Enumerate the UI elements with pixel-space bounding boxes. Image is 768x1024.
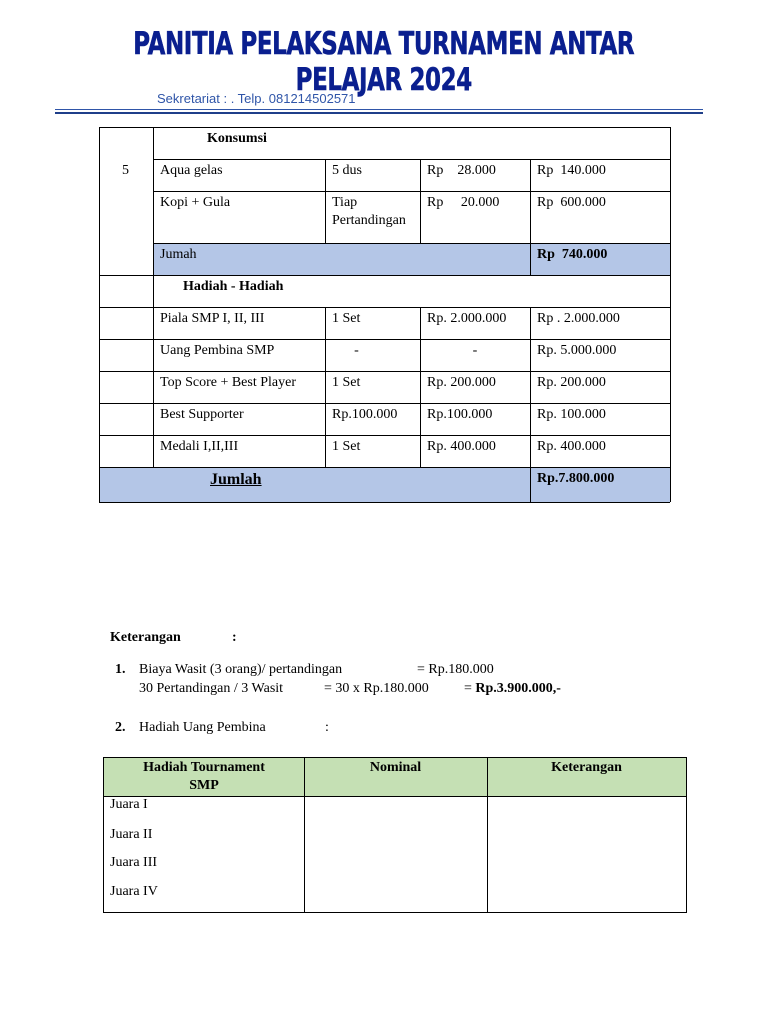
table-border bbox=[99, 127, 670, 128]
item-qty bbox=[325, 191, 413, 230]
hadiah-heading: Hadiah - Hadiah bbox=[183, 279, 284, 294]
subtotal-value: Rp 740.000 bbox=[537, 247, 608, 262]
subtotal-label: Jumah bbox=[160, 247, 197, 262]
item-total: Rp 600.000 bbox=[537, 195, 606, 210]
prize-header-tournament bbox=[104, 758, 304, 797]
header-rule-bottom bbox=[55, 112, 703, 114]
prize-column-divider bbox=[487, 758, 488, 912]
item-qty: 5 dus bbox=[332, 163, 362, 178]
juara-item: Juara I bbox=[110, 797, 148, 812]
juara-item: Juara IV bbox=[110, 884, 158, 899]
prize-header-line2: SMP bbox=[189, 778, 219, 793]
item-qty: - bbox=[354, 343, 359, 358]
wasit-calc-total-value: Rp.3.900.000,- bbox=[475, 681, 561, 696]
item-price: Rp 28.000 bbox=[427, 163, 496, 178]
item-name: Uang Pembina SMP bbox=[160, 343, 275, 358]
item-total: Rp. 5.000.000 bbox=[537, 343, 617, 358]
pembina-text: Hadiah Uang Pembina bbox=[139, 720, 266, 735]
item-total: Rp. 400.000 bbox=[537, 439, 606, 454]
item-price: Rp. 200.000 bbox=[427, 375, 496, 390]
pembina-colon: : bbox=[325, 720, 329, 735]
item-qty-line1: Tiap bbox=[332, 195, 358, 210]
total-value: Rp.7.800.000 bbox=[537, 471, 615, 486]
header-rule-top bbox=[55, 109, 703, 110]
item-qty-line2: Pertandingan bbox=[332, 213, 406, 228]
item-qty: 1 Set bbox=[332, 311, 361, 326]
item-name: Medali I,II,III bbox=[160, 439, 239, 454]
prize-header-keterangan: Keterangan bbox=[487, 758, 686, 797]
prize-column-divider bbox=[304, 758, 305, 912]
item-price: - bbox=[472, 343, 478, 358]
document-title: PANITIA PELAKSANA TURNAMEN ANTAR PELAJAR 2024 bbox=[133, 26, 635, 98]
wasit-calc-total bbox=[464, 680, 561, 698]
wasit-cost-text: Biaya Wasit (3 orang)/ pertandingan bbox=[139, 662, 343, 677]
item-number: 1. bbox=[115, 662, 126, 677]
item-qty: Rp.100.000 bbox=[332, 407, 398, 422]
prize-header-line1: Hadiah Tournament bbox=[143, 760, 265, 775]
item-name: Top Score + Best Player bbox=[160, 375, 297, 390]
table-border bbox=[670, 127, 671, 502]
item-name: Best Supporter bbox=[160, 407, 244, 422]
keterangan-label: Keterangan bbox=[110, 630, 181, 645]
item-price: Rp.100.000 bbox=[427, 407, 493, 422]
wasit-calc-a: 30 Pertandingan / 3 Wasit bbox=[139, 681, 284, 696]
item-qty: 1 Set bbox=[332, 439, 361, 454]
item-name: Piala SMP I, II, III bbox=[160, 311, 265, 326]
juara-item: Juara III bbox=[110, 855, 158, 870]
item-number: 2. bbox=[115, 720, 126, 735]
table-border bbox=[99, 127, 100, 502]
item-qty: 1 Set bbox=[332, 375, 361, 390]
row-number: 5 bbox=[122, 163, 129, 178]
item-total: Rp. 200.000 bbox=[537, 375, 606, 390]
juara-item: Juara II bbox=[110, 827, 153, 842]
item-total: Rp. 100.000 bbox=[537, 407, 606, 422]
item-name: Aqua gelas bbox=[160, 163, 223, 178]
sekretariat-contact: Sekretariat : . Telp. 081214502571 bbox=[157, 91, 356, 106]
item-price: Rp. 2.000.000 bbox=[427, 311, 507, 326]
item-price: Rp. 400.000 bbox=[427, 439, 496, 454]
item-price: Rp 20.000 bbox=[427, 195, 500, 210]
prize-table bbox=[103, 757, 687, 913]
prize-header-nominal: Nominal bbox=[304, 758, 487, 797]
wasit-calc-total-prefix: = bbox=[464, 681, 476, 696]
konsumsi-heading: Konsumsi bbox=[207, 131, 267, 146]
table-border bbox=[99, 502, 670, 503]
total-label: Jumlah bbox=[210, 471, 262, 488]
keterangan-colon: : bbox=[232, 630, 237, 645]
item-name: Kopi + Gula bbox=[160, 195, 231, 210]
wasit-cost-value: = Rp.180.000 bbox=[417, 662, 494, 677]
item-total: Rp . 2.000.000 bbox=[537, 311, 620, 326]
wasit-calc-b: = 30 x Rp.180.000 bbox=[324, 681, 429, 696]
item-total: Rp 140.000 bbox=[537, 163, 606, 178]
